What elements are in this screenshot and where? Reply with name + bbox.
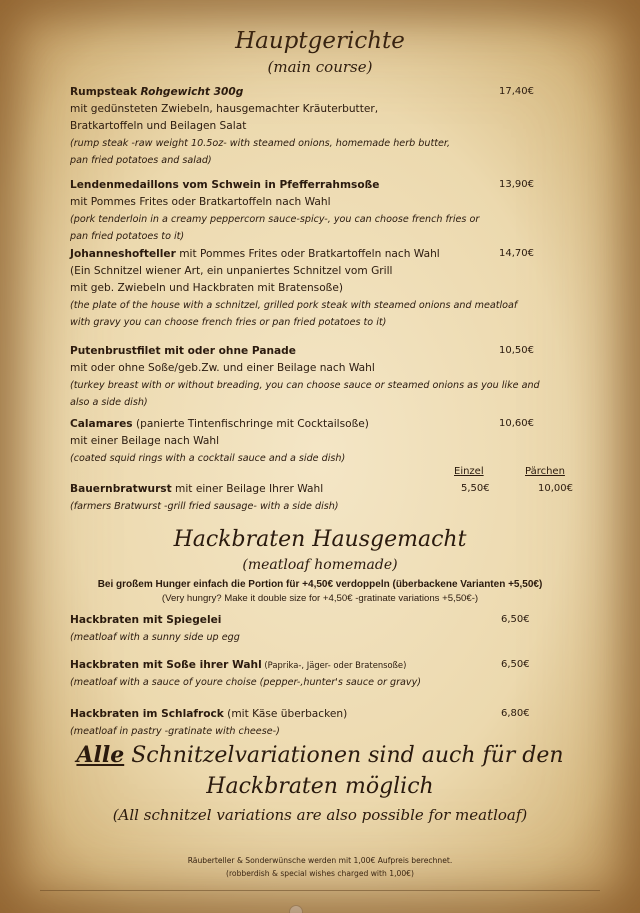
meatloaf-note-de: Bei großem Hunger einfach die Portion für +4,50€ verdoppeln (überbackene Varianten +5,50€) bbox=[97, 579, 543, 590]
main-course-subtitle: (main course) bbox=[267, 58, 373, 76]
item-price: 17,40€ bbox=[499, 86, 534, 97]
item-name-rest: mit Pommes Frites oder Bratkartoffeln nach Wahl bbox=[175, 248, 440, 260]
item-en: (meatloaf in pastry -gratinate with cheese-) bbox=[70, 726, 280, 737]
closing-line-1 bbox=[0, 742, 640, 768]
item-name: Hackbraten mit Soße ihrer Wahl bbox=[70, 659, 262, 671]
item-en: with gravy you can choose french fries or pan fried potatoes to it) bbox=[70, 317, 387, 328]
closing-underlined: Alle bbox=[76, 742, 125, 768]
item-name-extra: Rohgewicht 300g bbox=[140, 86, 244, 98]
menu-item-hackbraten-sosse bbox=[70, 657, 570, 691]
item-name-rest: mit einer Beilage Ihrer Wahl bbox=[171, 483, 324, 495]
menu-item-bauernbratwurst bbox=[70, 481, 570, 515]
footer-de: Räuberteller & Sonderwünsche werden mit 1,00€ Aufpreis berechnet. bbox=[187, 856, 453, 865]
item-desc: mit gedünsteten Zwiebeln, hausgemachter Kräuterbutter, bbox=[70, 103, 379, 115]
item-desc: mit geb. Zwiebeln und Hackbraten mit Bratensoße) bbox=[70, 282, 344, 294]
menu-item-rumpsteak bbox=[70, 84, 570, 169]
menu-item-hackbraten-spiegelei bbox=[70, 612, 570, 646]
item-en: also a side dish) bbox=[70, 397, 148, 408]
item-en: (pork tenderloin in a creamy peppercorn sauce-spicy-, you can choose french fries or bbox=[70, 214, 480, 225]
item-name: Putenbrustfilet mit oder ohne Panade bbox=[70, 345, 296, 357]
price-pair: 10,00€ bbox=[538, 483, 573, 494]
item-name: Calamares bbox=[70, 418, 133, 430]
main-course-title: Hauptgerichte bbox=[235, 28, 405, 54]
item-name: Rumpsteak bbox=[70, 86, 138, 98]
price-single: 5,50€ bbox=[461, 483, 490, 494]
item-en: pan fried potatoes and salad) bbox=[70, 155, 212, 166]
item-price: 6,50€ bbox=[501, 659, 530, 670]
menu-item-lendenmedaillons bbox=[70, 177, 570, 245]
footer-divider bbox=[40, 890, 600, 891]
item-en: (the plate of the house with a schnitzel, grilled pork steak with steamed onions and meatloaf bbox=[70, 300, 518, 311]
item-en: (coated squid rings with a cocktail sauce and a side dish) bbox=[70, 453, 346, 464]
item-en: (farmers Bratwurst -grill fried sausage- with a side dish) bbox=[70, 501, 339, 512]
item-price: 6,50€ bbox=[501, 614, 530, 625]
item-en: pan fried potatoes to it) bbox=[70, 231, 185, 242]
closing-rest: Schnitzelvariationen sind auch für den bbox=[124, 743, 564, 768]
item-desc: mit Pommes Frites oder Bratkartoffeln nach Wahl bbox=[70, 196, 331, 208]
item-en: (meatloaf with a sunny side up egg bbox=[70, 632, 240, 643]
item-name: Hackbraten im Schlafrock bbox=[70, 708, 224, 720]
item-en: (meatloaf with a sauce of youre choise (pepper-,hunter's sauce or gravy) bbox=[70, 677, 421, 688]
label-pair: Pärchen bbox=[525, 466, 565, 477]
item-name: Johanneshofteller bbox=[70, 248, 176, 260]
item-price: 10,50€ bbox=[499, 345, 534, 356]
label-single: Einzel bbox=[454, 466, 484, 477]
item-name-rest: (panierte Tintenfischringe mit Cocktailsoße) bbox=[132, 418, 369, 430]
footer-en: (robberdish & special wishes charged with 1,00€) bbox=[226, 869, 414, 878]
item-desc: mit oder ohne Soße/geb.Zw. und einer Beilage nach Wahl bbox=[70, 362, 375, 374]
meatloaf-note-en: (Very hungry? Make it double size for +4,50€ -gratinate variations +5,50€-) bbox=[161, 593, 479, 604]
item-en: (turkey breast with or without breading, you can choose sauce or steamed onions as you like and bbox=[70, 380, 540, 391]
item-price: 13,90€ bbox=[499, 179, 534, 190]
meatloaf-subtitle: (meatloaf homemade) bbox=[242, 557, 398, 573]
item-en: (rump steak -raw weight 10.5oz- with steamed onions, homemade herb butter, bbox=[70, 138, 450, 149]
item-price: 6,80€ bbox=[501, 708, 530, 719]
item-name: Bauernbratwurst bbox=[70, 483, 172, 495]
item-desc: mit einer Beilage nach Wahl bbox=[70, 435, 220, 447]
menu-item-hackbraten-schlafrock bbox=[70, 706, 570, 740]
item-name-rest: (mit Käse überbacken) bbox=[223, 708, 348, 720]
item-desc: Bratkartoffeln und Beilagen Salat bbox=[70, 120, 247, 132]
closing-line-3: (All schnitzel variations are also possible for meatloaf) bbox=[112, 806, 528, 824]
item-name: Hackbraten mit Spiegelei bbox=[70, 614, 222, 626]
menu-item-calamares bbox=[70, 416, 570, 467]
item-name-rest: (Paprika-, Jäger- oder Bratensoße) bbox=[261, 660, 407, 670]
item-desc: (Ein Schnitzel wiener Art, ein unpaniertes Schnitzel vom Grill bbox=[70, 265, 393, 277]
closing-line-2: Hackbraten möglich bbox=[206, 774, 434, 799]
item-price: 10,60€ bbox=[499, 418, 534, 429]
item-name: Lendenmedaillons vom Schwein in Pfefferrahmsoße bbox=[70, 179, 380, 191]
meatloaf-title: Hackbraten Hausgemacht bbox=[173, 527, 467, 552]
item-price: 14,70€ bbox=[499, 248, 534, 259]
punch-hole bbox=[289, 905, 303, 913]
